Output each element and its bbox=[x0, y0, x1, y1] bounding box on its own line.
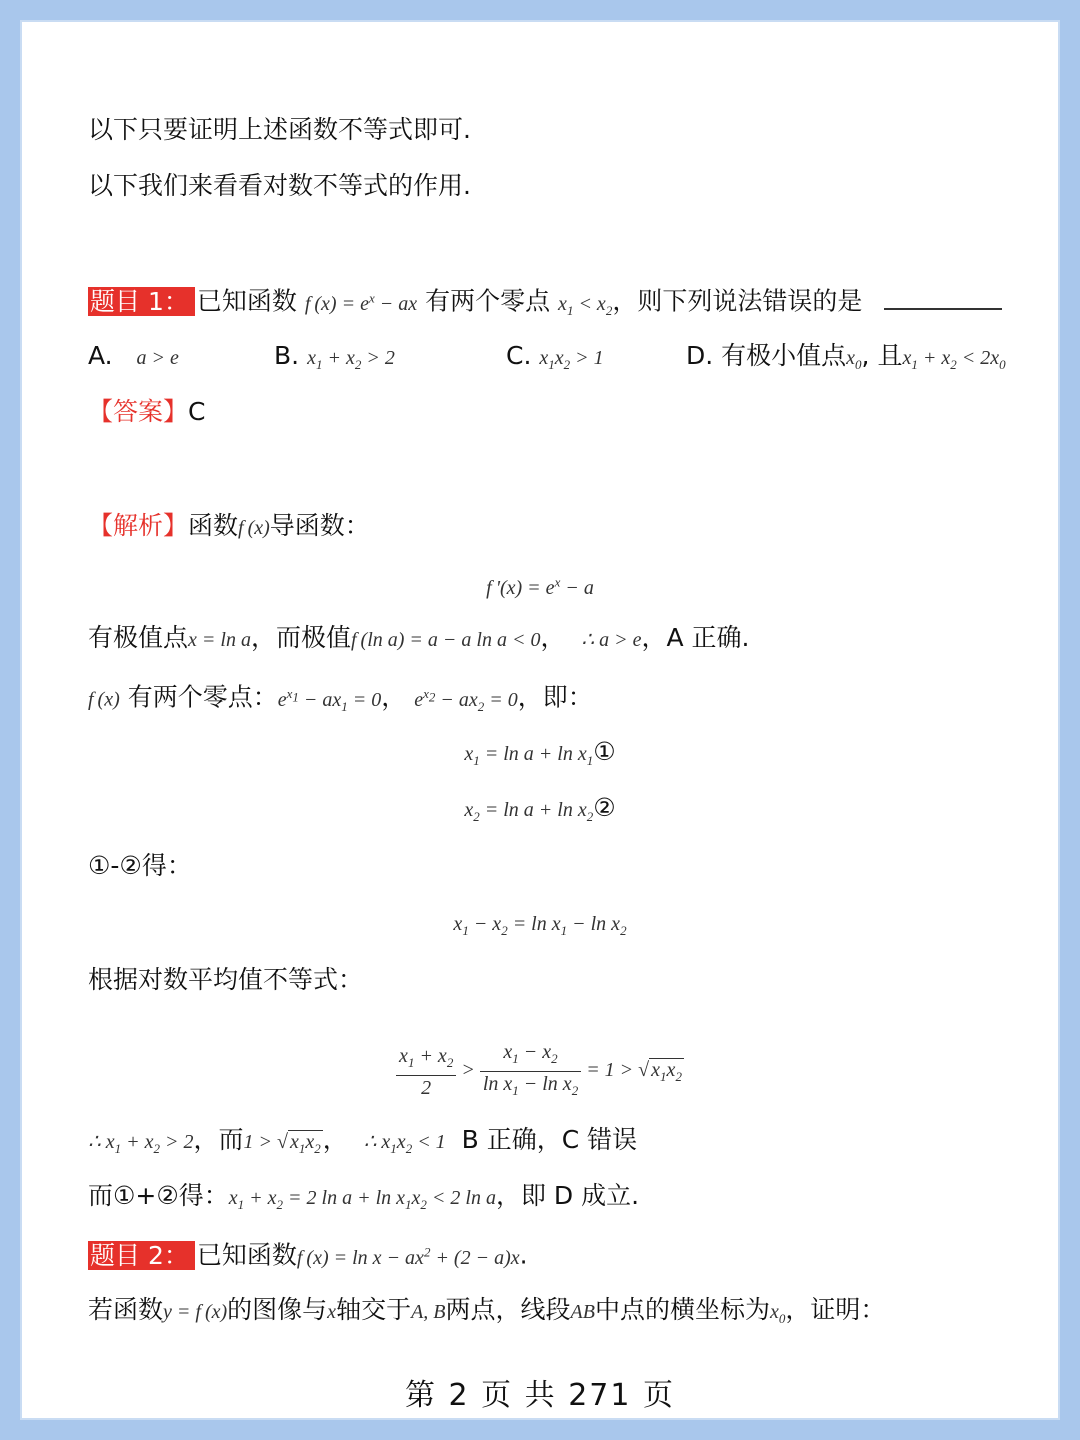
log-mean-inequality: $\frac{x_1 + x_2}{2}$ > $\frac{x_1 - x_2}{\ln x_1 - \ln x_2}$ = 1 > √ $x_1x_2$ bbox=[22, 1040, 1058, 1103]
analysis-label: 【解析】 bbox=[88, 511, 189, 540]
question-2-line-2: 若函数y = f (x)的图像与x轴交于A, B两点，线段AB中点的横坐标为$x_0$，证明： bbox=[88, 1295, 886, 1326]
answer-blank bbox=[884, 284, 1002, 310]
question-1-label: 题目 1： bbox=[88, 287, 195, 316]
question-2-line: 题目 2： 已知函数f $(x) = \ln x - ax^2 + (2 - a)x$. bbox=[90, 1240, 528, 1270]
derivative-formula: f '$(x) = e^x - a$ bbox=[486, 574, 594, 599]
equation-2: $x_2 = \ln a + \ln$ $x_2②$ bbox=[464, 793, 616, 824]
difference-formula: $x_1 - x_2 = \ln x_1 - \ln x_2$ bbox=[453, 913, 627, 938]
option-b: B. $x_1 + x_2 > 2$ bbox=[274, 341, 395, 372]
answer-label: 【答案】 bbox=[88, 397, 189, 426]
sum-line: 而①+②得：$x_1 + x_2 = 2$ $\ln a + \ln x_1x_2 < 2$ ln a，即 D 成立. bbox=[88, 1181, 640, 1212]
answer-value: C bbox=[188, 397, 206, 426]
question-1-line: 题目 1： 已知函数 f $(x) = e^x$ − ax 有两个零点 $x_1 < x_2$，则下列说法错误的是 bbox=[88, 280, 992, 329]
subtract-line: ①-②得： bbox=[88, 851, 192, 880]
formula: $x_1 < x_2$ bbox=[558, 292, 613, 318]
intro-line-2: 以下我们来看看对数不等式的作用. bbox=[88, 171, 471, 200]
option-a: A. a > e bbox=[88, 341, 179, 370]
conclusion-line: ∴ $x_1 + x_2 > 2$，而1 > √ $x_1x_2$， ∴ $x_1x_2 < 1$ B 正确，C 错误 bbox=[88, 1125, 638, 1156]
intro-line-1: 以下只要证明上述函数不等式即可. bbox=[88, 115, 471, 144]
option-c: C. $x_1x_2 > 1$ bbox=[506, 341, 604, 372]
zeros-line: f (x) 有两个零点：$e^{x_1} - ax_1 = 0$， $e^{x_2} - ax_2 = 0$，即： bbox=[88, 682, 593, 714]
analysis-line: 【解析】函数f (x)导函数： bbox=[88, 511, 370, 540]
formula: f $(x) = e^x$ − ax bbox=[304, 290, 418, 315]
question-2-label: 题目 2： bbox=[88, 1241, 195, 1270]
page-footer: 第 2 页 共 271 页 bbox=[404, 1378, 676, 1413]
option-d: D. 有极小值点$x_0$, 且$x_1 + x_2 < 2x_0$ bbox=[686, 341, 1006, 372]
extreme-line: 有极值点x = ln a，而极值f (ln a) = a − a ln a < 0， ∴ a > e，A 正确. bbox=[88, 623, 750, 652]
equation-1: $x_1 = \ln a + \ln$ $x_1①$ bbox=[464, 737, 616, 768]
document-page bbox=[20, 20, 1060, 1420]
answer-line bbox=[88, 394, 992, 430]
log-inequality-line: 根据对数平均值不等式： bbox=[88, 965, 364, 994]
